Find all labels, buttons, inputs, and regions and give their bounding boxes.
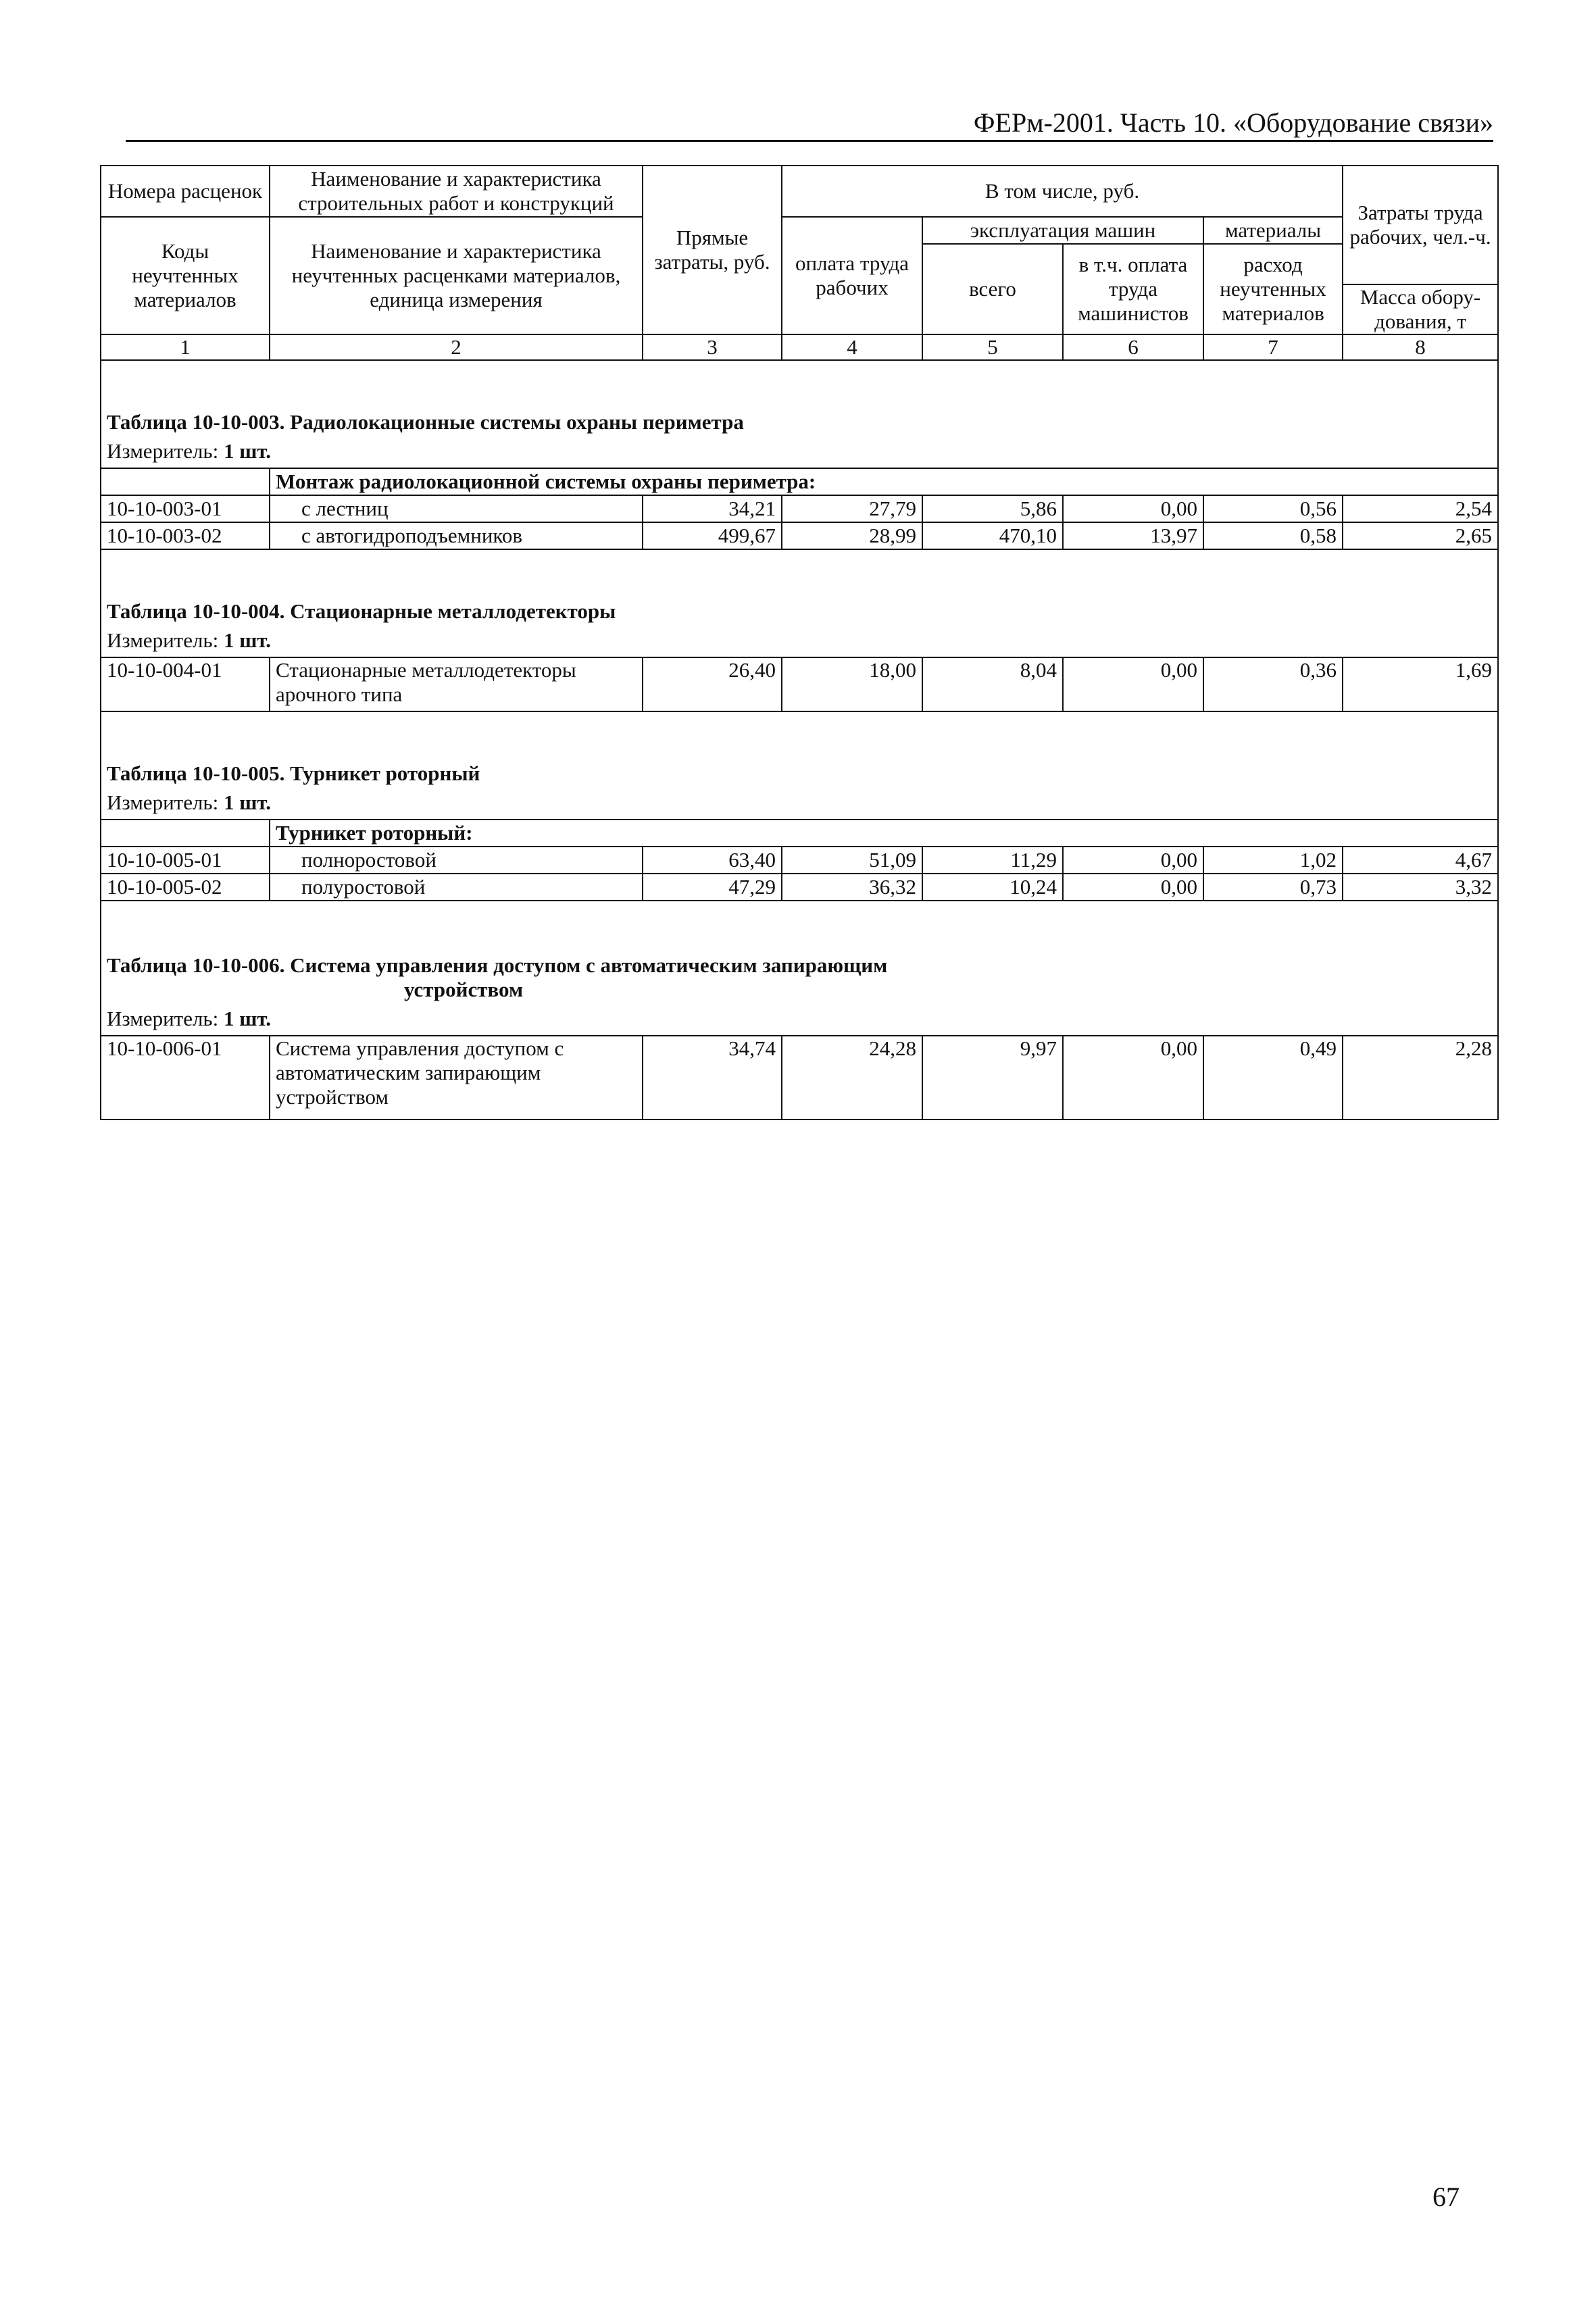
direct-costs: 26,40 [643,657,782,711]
col-number: 3 [643,334,782,360]
materials: 1,02 [1203,847,1343,874]
table-row [101,1036,1498,1120]
unit-value: 1 шт. [223,790,272,814]
labor-hours: 2,65 [1343,522,1498,549]
direct-costs: 47,29 [643,874,782,901]
col-worker-pay: оплата труда рабочих [782,217,922,334]
labor-hours: 1,69 [1343,657,1498,711]
table-title: Таблица 10-10-004. Стационарные металлодетекторы [101,549,1498,624]
table-title [101,901,1498,1002]
col-number: 8 [1343,334,1498,360]
table-row [101,522,1498,549]
rate-code: 10-10-004-01 [101,657,270,711]
col-machinist-pay: в т.ч. оплата труда машинистов [1063,244,1203,334]
rate-code: 10-10-003-02 [101,522,270,549]
col-machines-total: всего [922,244,1063,334]
unit-label: Измеритель: [107,628,219,652]
work-name: Система управления доступом с автоматическим запирающим устройством [270,1036,643,1120]
col-equipment-mass: Масса обору-дования, т [1343,284,1498,334]
col-material-name: Наименование и характеристика неучтенных расценками материалов, единица измерения [270,217,643,334]
materials: 0,56 [1203,495,1343,522]
work-name: полуростовой [270,874,643,901]
col-group-including: В том числе, руб. [782,166,1343,217]
empty-cell [101,820,270,847]
document-running-title: ФЕРм-2001. Часть 10. «Оборудование связи» [973,107,1493,138]
materials: 0,58 [1203,522,1343,549]
col-group-materials: материалы [1203,217,1343,244]
work-name: с лестниц [270,495,643,522]
materials: 0,36 [1203,657,1343,711]
machines-total: 8,04 [922,657,1063,711]
machinist-pay: 0,00 [1063,847,1203,874]
direct-costs: 34,74 [643,1036,782,1120]
direct-costs: 499,67 [643,522,782,549]
labor-hours: 2,54 [1343,495,1498,522]
col-group-machines: эксплуатация машин [922,217,1203,244]
table-row [101,874,1498,901]
labor-hours: 2,28 [1343,1036,1498,1120]
machines-total: 9,97 [922,1036,1063,1120]
machinist-pay: 0,00 [1063,874,1203,901]
worker-pay: 24,28 [782,1036,922,1120]
rate-code: 10-10-006-01 [101,1036,270,1120]
work-name: Стационарные металлодетекторы арочного типа [270,657,643,711]
col-number: 2 [270,334,643,360]
direct-costs: 63,40 [643,847,782,874]
unit-label: Измеритель: [107,438,219,463]
table-unit [101,434,1498,468]
col-labor-hours: Затраты труда рабочих, чел.-ч. [1343,166,1498,284]
table-title-line: устройством [404,978,524,1001]
group-heading: Монтаж радиолокационной системы охраны периметра: [270,468,1498,495]
table-title: Таблица 10-10-005. Турникет роторный [101,711,1498,786]
machinist-pay: 0,00 [1063,495,1203,522]
unit-label: Измеритель: [107,790,219,814]
col-direct-costs: Прямые затраты, руб. [643,166,782,334]
machines-total: 470,10 [922,522,1063,549]
labor-hours: 4,67 [1343,847,1498,874]
labor-hours: 3,32 [1343,874,1498,901]
empty-cell [101,468,270,495]
worker-pay: 51,09 [782,847,922,874]
col-number: 7 [1203,334,1343,360]
price-table [100,165,1499,1120]
machines-total: 11,29 [922,847,1063,874]
table-row [101,847,1498,874]
materials: 0,49 [1203,1036,1343,1120]
table-unit [101,1002,1498,1036]
page-number: 67 [1432,2182,1460,2212]
machines-total: 10,24 [922,874,1063,901]
col-number: 4 [782,334,922,360]
direct-costs: 34,21 [643,495,782,522]
work-name: полноростовой [270,847,643,874]
rate-code: 10-10-003-01 [101,495,270,522]
col-rate-numbers: Номера расценок [101,166,270,217]
header-rule [126,140,1493,142]
table-unit [101,624,1498,657]
table-row [101,495,1498,522]
machines-total: 5,86 [922,495,1063,522]
col-work-name: Наименование и характеристика строительных работ и конструкций [270,166,643,217]
unit-value: 1 шт. [223,1006,272,1030]
machinist-pay: 13,97 [1063,522,1203,549]
worker-pay: 36,32 [782,874,922,901]
unit-value: 1 шт. [223,438,272,463]
table-unit [101,786,1498,820]
unit-value: 1 шт. [223,628,272,652]
worker-pay: 27,79 [782,495,922,522]
worker-pay: 18,00 [782,657,922,711]
machinist-pay: 0,00 [1063,657,1203,711]
col-material-consumption: расход неучтенных материалов [1203,244,1343,334]
group-heading: Турникет роторный: [270,820,1498,847]
col-number: 5 [922,334,1063,360]
col-material-codes: Коды неучтенных материалов [101,217,270,334]
materials: 0,73 [1203,874,1343,901]
table-title-line: Таблица 10-10-006. Система управления доступом с автоматическим запирающим [107,953,888,977]
table-title: Таблица 10-10-003. Радиолокационные системы охраны периметра [101,360,1498,434]
table-row [101,657,1498,711]
rate-code: 10-10-005-01 [101,847,270,874]
machinist-pay: 0,00 [1063,1036,1203,1120]
col-number: 1 [101,334,270,360]
rate-code: 10-10-005-02 [101,874,270,901]
work-name: с автогидроподъемников [270,522,643,549]
worker-pay: 28,99 [782,522,922,549]
unit-label: Измеритель: [107,1006,219,1030]
col-number: 6 [1063,334,1203,360]
